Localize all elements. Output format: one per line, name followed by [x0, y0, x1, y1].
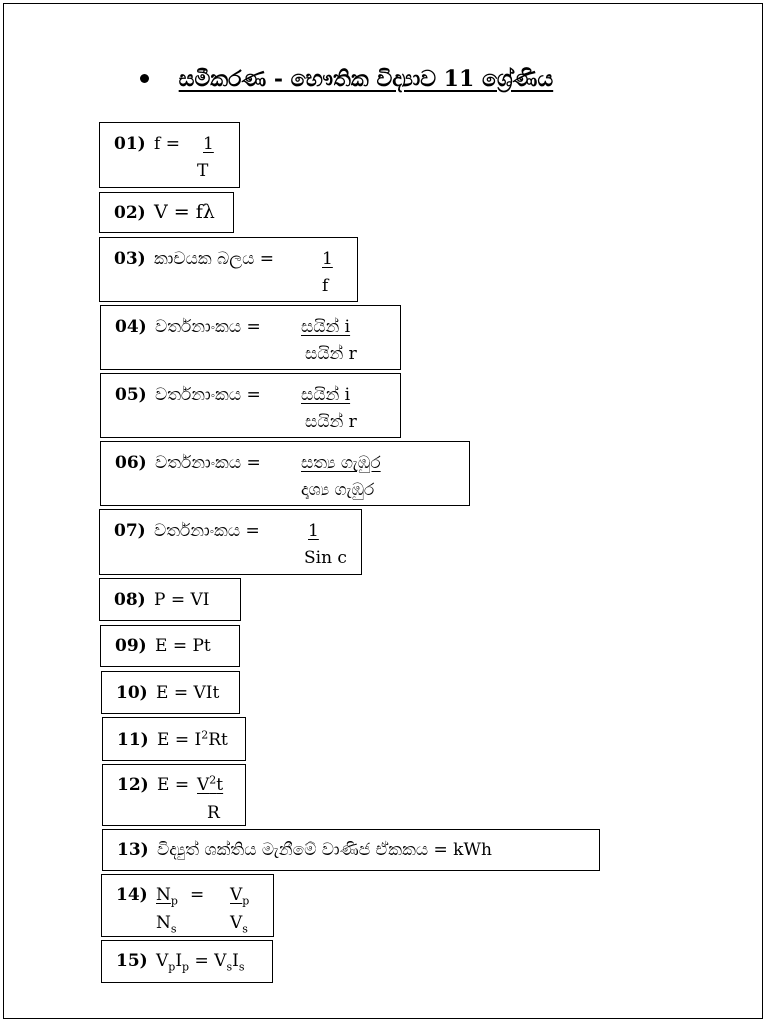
- equation-text: E = Pt: [155, 636, 211, 656]
- symbol-v: V: [156, 951, 169, 971]
- equation-number: 11): [117, 730, 149, 750]
- equation-number: 10): [116, 683, 148, 703]
- equation-number: 12): [117, 775, 149, 795]
- subscript: s: [226, 960, 233, 974]
- equation-lhs: E =: [157, 775, 190, 795]
- page-title-text: සමීකරණ - භෞතික විද්‍යාව 11 ශ්‍රේණිය: [178, 66, 554, 92]
- equation-numerator: සයින් i: [301, 317, 351, 337]
- equation-lhs: වර්තනාංකය =: [155, 317, 261, 337]
- equation-equals: =: [190, 885, 205, 905]
- equation-box-15: [101, 940, 273, 983]
- equation-content: [156, 951, 245, 974]
- equation-numerator: 1: [203, 134, 214, 154]
- equation-content: [157, 730, 228, 750]
- subscript: p: [168, 960, 176, 974]
- ratio-numerator-right: [230, 885, 250, 908]
- equation-text: P = VI: [154, 590, 210, 610]
- numerator-base: V: [197, 775, 210, 795]
- ratio-numerator-left: [156, 885, 178, 908]
- numerator-superscript: 2: [209, 773, 217, 787]
- equation-box-09: [100, 625, 240, 667]
- equation-number: 08): [114, 590, 146, 610]
- equation-denominator: T: [197, 161, 209, 181]
- equation-number: 03): [114, 249, 146, 269]
- symbol-n: N: [156, 913, 171, 933]
- equation-lhs: f =: [154, 134, 180, 154]
- equation-box-10: [101, 671, 240, 714]
- equation-lhs: වර්තනාංකය =: [154, 521, 260, 541]
- symbol-i: I: [175, 951, 183, 971]
- equation-numerator: 1: [322, 249, 333, 269]
- equation-denominator: f: [322, 276, 329, 296]
- equation-box-12: [102, 764, 246, 826]
- equation-number: 02): [114, 203, 146, 223]
- symbol-v: V: [230, 913, 243, 933]
- equation-box-06: [100, 441, 470, 506]
- equation-box-02: [99, 192, 234, 233]
- equation-box-11: [102, 717, 246, 761]
- symbol-i: I: [232, 951, 239, 971]
- equation-lhs: වර්තනාංකය =: [155, 453, 261, 473]
- equation-lhs: කාචයක බලය =: [154, 249, 275, 269]
- page-title: [140, 66, 700, 102]
- equation-number: 06): [115, 453, 147, 473]
- subscript: p: [182, 960, 190, 974]
- equation-equals: =: [194, 951, 209, 971]
- equation-box-08: [99, 578, 241, 621]
- equation-text: V = fλ: [154, 201, 215, 223]
- ratio-denominator-left: [156, 913, 177, 936]
- subscript: p: [170, 894, 178, 908]
- equation-denominator: සයින් r: [305, 344, 357, 364]
- symbol-v: V: [230, 885, 243, 905]
- ratio-denominator-right: [230, 913, 248, 936]
- equation-box-13: [102, 829, 600, 871]
- symbol-n: N: [156, 885, 171, 905]
- equation-denominator: Sin c: [304, 548, 347, 568]
- equation-denominator: සයින් r: [305, 412, 357, 432]
- symbol-v: V: [214, 951, 227, 971]
- equation-numerator: සයින් i: [301, 385, 351, 405]
- equation-box-04: [100, 305, 401, 370]
- equation-numerator: සත්‍ය ගැඹුර: [301, 453, 381, 473]
- equation-number: 05): [115, 385, 147, 405]
- equation-box-03: [99, 237, 358, 302]
- equation-box-01: [99, 122, 240, 188]
- equation-number: 13): [117, 840, 149, 860]
- equation-numerator: 1: [308, 521, 319, 541]
- equation-denominator: R: [207, 803, 220, 823]
- numerator-rest: t: [216, 775, 224, 795]
- equation-box-14: [101, 874, 274, 937]
- equation-number: 07): [114, 521, 146, 541]
- equation-number: 09): [115, 636, 147, 656]
- equation-text: E = VIt: [156, 683, 220, 703]
- subscript: s: [238, 960, 245, 974]
- equation-number: 14): [116, 885, 148, 905]
- equation-lhs: E =: [157, 730, 190, 750]
- equation-text: විද්‍යුත් ශක්තිය මැනීමේ වාණිජ ඒකකය = kWh: [157, 840, 492, 860]
- equation-box-05: [100, 373, 401, 438]
- subscript: s: [170, 922, 177, 936]
- equation-superscript: 2: [201, 728, 209, 742]
- equation-numerator: [197, 775, 223, 795]
- equation-number: 04): [115, 317, 147, 337]
- equation-denominator: දෘශ්‍ය ගැඹුර: [301, 480, 375, 500]
- equation-box-07: [99, 509, 362, 575]
- equation-number: 01): [114, 134, 146, 154]
- equation-rest: Rt: [208, 730, 228, 750]
- subscript: p: [242, 894, 250, 908]
- bullet-icon: [140, 74, 149, 83]
- equation-number: 15): [116, 951, 148, 971]
- subscript: s: [242, 922, 248, 936]
- equation-base: I: [194, 730, 202, 750]
- equation-lhs: වර්තනාංකය =: [155, 385, 261, 405]
